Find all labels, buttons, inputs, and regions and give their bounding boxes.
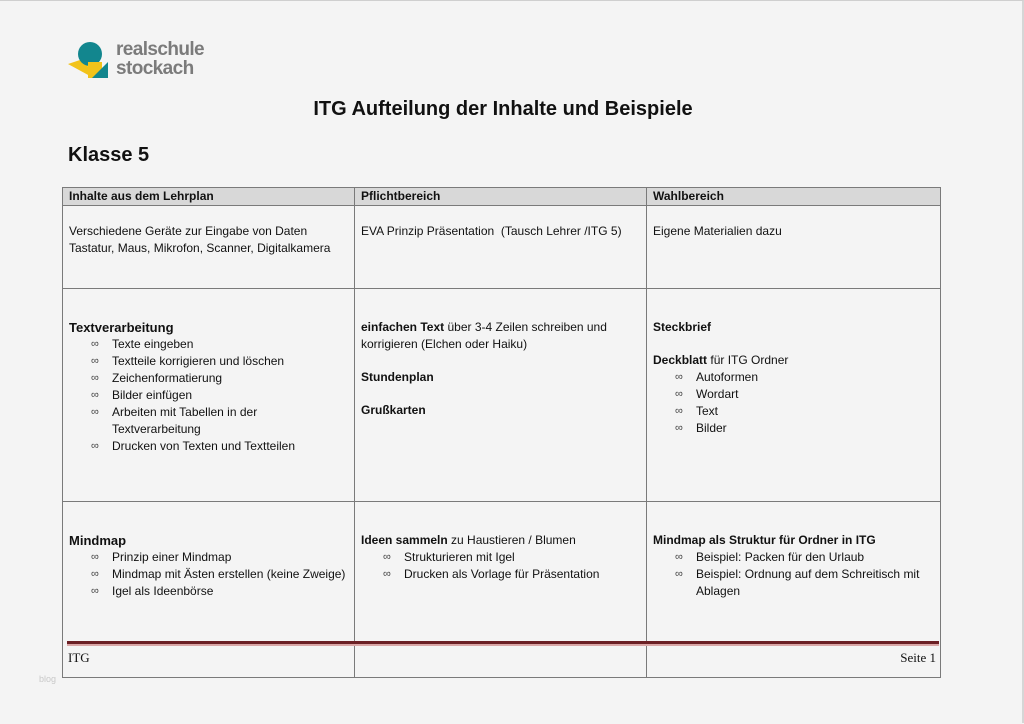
row-heading: Mindmap — [69, 533, 127, 548]
cell-pflicht — [355, 289, 647, 502]
infinity-bullet-icon: ∞ — [91, 440, 99, 452]
cell-wahl — [647, 206, 941, 289]
footer-divider — [67, 641, 939, 646]
page-number: Seite 1 — [900, 650, 936, 665]
cell-wahl — [647, 502, 941, 678]
cell-paragraph: Grußkarten — [361, 403, 426, 417]
infinity-bullet-icon: ∞ — [91, 406, 99, 418]
cell-text: Eigene Materialien dazu — [653, 224, 782, 238]
infinity-bullet-icon: ∞ — [91, 338, 99, 350]
infinity-bullet-icon: ∞ — [675, 551, 683, 563]
infinity-bullet-icon: ∞ — [675, 371, 683, 383]
bullet-list — [361, 549, 640, 583]
logo-shapes-icon — [66, 40, 116, 82]
list-item: ∞ Text — [675, 404, 719, 418]
list-item: ∞ Igel als Ideenbörse — [91, 584, 214, 598]
list-item: ∞ Beispiel: Packen für den Urlaub — [675, 550, 865, 564]
cell-paragraph: Mindmap als Struktur für Ordner in ITG — [653, 533, 876, 547]
infinity-bullet-icon: ∞ — [675, 405, 683, 417]
list-item: ∞ Prinzip einer Mindmap — [91, 550, 232, 564]
infinity-bullet-icon: ∞ — [383, 568, 391, 580]
list-item: ∞ Textteile korrigieren und löschen — [91, 354, 285, 368]
list-item: ∞ Bilder — [675, 421, 727, 435]
infinity-bullet-icon: ∞ — [91, 372, 99, 384]
cell-lehrplan — [63, 289, 355, 502]
infinity-bullet-icon: ∞ — [675, 388, 683, 400]
infinity-bullet-icon: ∞ — [91, 551, 99, 563]
bullet-list — [653, 549, 934, 600]
list-item: ∞ Strukturieren mit Igel — [383, 550, 515, 564]
infinity-bullet-icon: ∞ — [675, 568, 683, 580]
bullet-list — [653, 369, 934, 437]
list-item: ∞ Autoformen — [675, 370, 759, 384]
cell-paragraph: Stundenplan — [361, 370, 434, 384]
footer-label: ITG — [68, 650, 90, 665]
list-item: ∞ Drucken als Vorlage für Präsentation — [383, 567, 600, 581]
list-item: ∞ Zeichenformatierung — [91, 371, 223, 385]
infinity-bullet-icon: ∞ — [91, 568, 99, 580]
class-heading: Klasse 5 — [68, 144, 150, 166]
infinity-bullet-icon: ∞ — [91, 585, 99, 597]
header-pflichtbereich: Pflichtbereich — [355, 188, 647, 206]
table-row — [63, 502, 941, 678]
header-lehrplan: Inhalte aus dem Lehrplan — [63, 188, 355, 206]
cell-paragraph: Ideen sammeln zu Haustieren / Blumen — [361, 533, 576, 547]
header-wahlbereich: Wahlbereich — [647, 188, 941, 206]
infinity-bullet-icon: ∞ — [675, 422, 683, 434]
school-logo — [66, 39, 204, 82]
curriculum-table — [62, 187, 941, 678]
cell-text: EVA Prinzip Präsentation (Tausch Lehrer /ITG 5) — [361, 224, 622, 238]
infinity-bullet-icon: ∞ — [383, 551, 391, 563]
list-item: ∞ Wordart — [675, 387, 739, 401]
table-row — [63, 289, 941, 502]
list-item: ∞ Beispiel: Ordnung auf dem Schreitisch mit Ablagen — [675, 567, 920, 598]
cell-pflicht — [355, 206, 647, 289]
cell-lehrplan — [63, 206, 355, 289]
list-item: ∞ Texte eingeben — [91, 337, 194, 351]
table-header-row — [63, 188, 941, 206]
cell-paragraph: Deckblatt für ITG Ordner — [653, 353, 789, 367]
infinity-bullet-icon: ∞ — [91, 355, 99, 367]
list-item: ∞ Bilder einfügen — [91, 388, 193, 402]
list-item: ∞ Mindmap mit Ästen erstellen (keine Zweige) — [91, 567, 346, 581]
list-item: ∞ Arbeiten mit Tabellen in der Textverarbeitung — [91, 405, 258, 436]
infinity-bullet-icon: ∞ — [91, 389, 99, 401]
cell-lehrplan — [63, 502, 355, 678]
document-title: ITG Aufteilung der Inhalte und Beispiele — [313, 98, 693, 120]
table-row — [63, 206, 941, 289]
cell-pflicht — [355, 502, 647, 678]
cell-paragraph: Steckbrief — [653, 320, 712, 334]
bullet-list — [69, 549, 348, 600]
cell-wahl — [647, 289, 941, 502]
cell-text: Tastatur, Maus, Mikrofon, Scanner, Digitalkamera — [69, 241, 331, 255]
row-heading: Textverarbeitung — [69, 320, 174, 335]
cell-paragraph: einfachen Text über 3-4 Zeilen schreiben und korrigieren (Elchen oder Haiku) — [361, 320, 607, 351]
logo-text: realschule stockach — [116, 39, 204, 79]
bullet-list — [69, 336, 348, 455]
cell-text: Verschiedene Geräte zur Eingabe von Daten — [69, 224, 308, 238]
list-item: ∞ Drucken von Texten und Textteilen — [91, 439, 296, 453]
watermark: blog — [39, 674, 57, 684]
